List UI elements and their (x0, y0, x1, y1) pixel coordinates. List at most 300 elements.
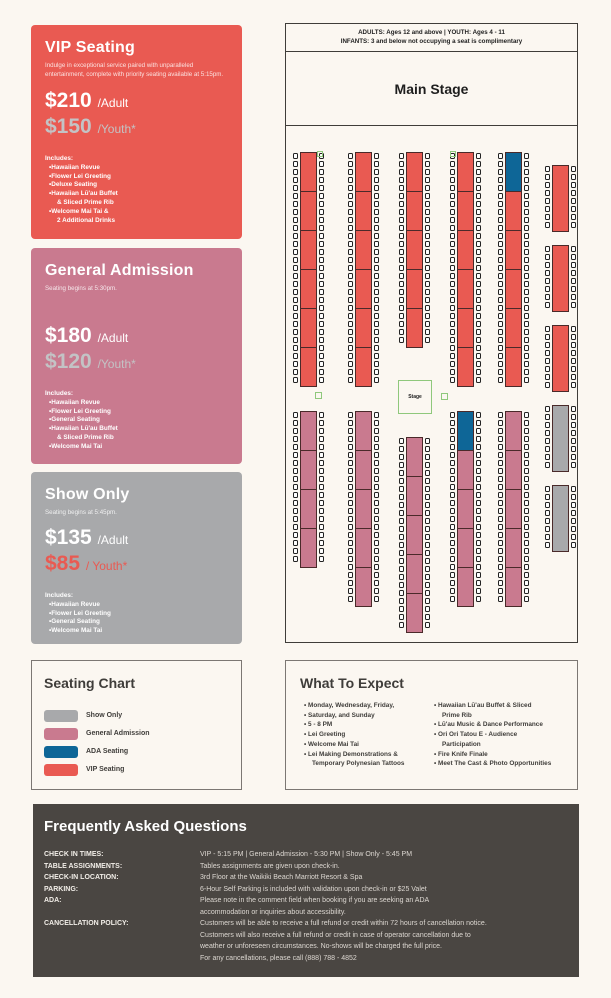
chair-icon (524, 588, 529, 594)
table-segment-general (300, 411, 317, 451)
chair-icon (348, 329, 353, 335)
banquet-table (300, 152, 317, 387)
chair-icon (293, 444, 298, 450)
chair-icon (524, 361, 529, 367)
chair-icon (498, 508, 503, 514)
chair-icon (425, 518, 430, 524)
chair-icon (571, 302, 576, 308)
chair-icon (293, 329, 298, 335)
chair-icon (498, 460, 503, 466)
show-includes-list (45, 601, 228, 636)
chair-icon (524, 516, 529, 522)
chair-icon (374, 548, 379, 554)
table-segment-vip (300, 269, 317, 309)
chair-icon (348, 532, 353, 538)
chair-icon (498, 532, 503, 538)
chair-icon (545, 406, 550, 412)
chair-icon (293, 412, 298, 418)
chair-icon (476, 572, 481, 578)
chair-icon (450, 217, 455, 223)
chair-icon (348, 580, 353, 586)
chair-icon (450, 329, 455, 335)
chair-icon (476, 257, 481, 263)
chair-row (545, 166, 550, 230)
chair-row (545, 326, 550, 390)
chair-icon (450, 361, 455, 367)
chair-icon (571, 518, 576, 524)
chair-icon (348, 436, 353, 442)
chair-row (293, 412, 298, 564)
table-segment-general (457, 528, 474, 568)
chair-icon (524, 468, 529, 474)
chair-icon (374, 556, 379, 562)
chair-icon (374, 572, 379, 578)
chair-icon (476, 353, 481, 359)
chair-icon (399, 582, 404, 588)
ga-youth-unit: /Youth* (97, 357, 136, 371)
chair-icon (293, 297, 298, 303)
swatch-vip (44, 764, 78, 776)
chair-icon (399, 241, 404, 247)
banquet-table (300, 411, 317, 568)
chair-icon (348, 153, 353, 159)
chair-icon (293, 353, 298, 359)
chair-icon (476, 460, 481, 466)
chair-icon (319, 281, 324, 287)
list-item: • General Seating (49, 618, 228, 627)
chair-icon (425, 225, 430, 231)
chair-icon (476, 345, 481, 351)
list-item: • Ori Ori Tatou E - Audience Participation (434, 730, 551, 749)
chair-icon (293, 361, 298, 367)
chair-icon (399, 337, 404, 343)
chair-icon (498, 377, 503, 383)
table-segment-general (355, 489, 372, 529)
chair-icon (319, 305, 324, 311)
chair-icon (293, 484, 298, 490)
chair-icon (476, 281, 481, 287)
chair-icon (571, 358, 576, 364)
table-segment-vip (300, 191, 317, 231)
chair-icon (425, 550, 430, 556)
chair-icon (524, 329, 529, 335)
chair-icon (293, 436, 298, 442)
chair-icon (498, 452, 503, 458)
chair-icon (348, 548, 353, 554)
chair-icon (425, 462, 430, 468)
chair-icon (450, 412, 455, 418)
chair-icon (545, 254, 550, 260)
chair-icon (319, 353, 324, 359)
list-item: • Meet The Cast & Photo Opportunities (434, 759, 551, 769)
chair-icon (450, 193, 455, 199)
chair-icon (425, 337, 430, 343)
list-item: • Lū'au Music & Dance Performance (434, 720, 551, 730)
chair-icon (348, 321, 353, 327)
chair-icon (571, 166, 576, 172)
table-segment-general (505, 567, 522, 607)
chair-icon (476, 201, 481, 207)
chair-icon (348, 249, 353, 255)
table-segment-vip (457, 308, 474, 348)
faq-list (44, 849, 568, 964)
chair-icon (476, 265, 481, 271)
chair-icon (450, 460, 455, 466)
chair-icon (498, 540, 503, 546)
chair-icon (348, 233, 353, 239)
chair-icon (498, 209, 503, 215)
chair-icon (524, 508, 529, 514)
list-item: • Hawaiian Revue (49, 164, 228, 173)
chair-icon (476, 596, 481, 602)
chair-icon (374, 201, 379, 207)
chair-icon (293, 468, 298, 474)
chair-icon (524, 153, 529, 159)
chair-icon (399, 566, 404, 572)
chair-icon (374, 329, 379, 335)
table-segment-vip (552, 325, 569, 392)
table-segment-general (300, 528, 317, 568)
chair-icon (319, 468, 324, 474)
chair-icon (374, 516, 379, 522)
vip-youth-unit: /Youth* (97, 122, 136, 136)
legend-label: VIP Seating (86, 766, 125, 773)
chair-icon (374, 249, 379, 255)
chair-icon (399, 478, 404, 484)
chair-icon (450, 420, 455, 426)
chair-icon (450, 345, 455, 351)
table-segment-vip (457, 152, 474, 192)
chair-icon (293, 428, 298, 434)
chair-icon (498, 177, 503, 183)
table-segment-show_only (552, 485, 569, 552)
stage-marker (450, 151, 456, 157)
chair-icon (545, 518, 550, 524)
chair-icon (524, 313, 529, 319)
list-item: • Hawaiian Lū'au Buffet & Sliced Prime Rib (49, 425, 228, 443)
chair-icon (374, 177, 379, 183)
chair-icon (348, 337, 353, 343)
chair-row (571, 326, 576, 390)
chair-icon (348, 169, 353, 175)
chair-icon (374, 500, 379, 506)
chair-icon (545, 326, 550, 332)
banquet-table (355, 411, 372, 607)
chair-icon (524, 169, 529, 175)
chair-icon (348, 564, 353, 570)
chair-icon (571, 342, 576, 348)
chair-icon (450, 369, 455, 375)
chair-icon (348, 353, 353, 359)
chair-icon (399, 550, 404, 556)
chair-icon (524, 556, 529, 562)
chair-icon (524, 484, 529, 490)
chair-icon (524, 249, 529, 255)
chair-icon (425, 542, 430, 548)
chair-icon (374, 436, 379, 442)
chair-icon (498, 556, 503, 562)
chair-icon (425, 486, 430, 492)
expect-list-right (434, 701, 551, 769)
chair-icon (319, 233, 324, 239)
chair-icon (524, 289, 529, 295)
banquet-table (406, 437, 423, 633)
chair-icon (425, 201, 430, 207)
chair-icon (399, 257, 404, 263)
chair-icon (476, 313, 481, 319)
chair-icon (545, 534, 550, 540)
chair-icon (545, 302, 550, 308)
table-segment-general (355, 450, 372, 490)
chair-icon (498, 217, 503, 223)
chair-icon (571, 246, 576, 252)
chair-icon (425, 273, 430, 279)
vip-includes (45, 155, 228, 225)
chair-icon (476, 476, 481, 482)
chair-icon (319, 249, 324, 255)
chair-icon (399, 470, 404, 476)
chair-icon (571, 510, 576, 516)
chair-icon (545, 446, 550, 452)
chair-icon (374, 193, 379, 199)
chair-icon (545, 526, 550, 532)
chair-row (498, 412, 503, 604)
table-segment-general (505, 528, 522, 568)
chair-icon (348, 217, 353, 223)
chair-icon (545, 438, 550, 444)
chair-icon (348, 257, 353, 263)
legend-label: Show Only (86, 712, 123, 719)
chair-icon (476, 161, 481, 167)
vip-adult-unit: /Adult (97, 96, 129, 110)
show-includes-label: Includes: (45, 592, 74, 599)
chair-icon (374, 361, 379, 367)
chair-icon (571, 422, 576, 428)
chair-icon (293, 532, 298, 538)
chair-icon (545, 454, 550, 460)
chair-icon (545, 206, 550, 212)
chair-icon (545, 462, 550, 468)
vip-includes-label: Includes: (45, 155, 74, 162)
chair-icon (476, 241, 481, 247)
chair-icon (374, 508, 379, 514)
faq-answer: Tables assignments are given upon check-in. (200, 862, 340, 870)
chair-icon (545, 430, 550, 436)
chair-icon (348, 572, 353, 578)
chair-icon (374, 428, 379, 434)
small-stage: Stage (398, 380, 432, 414)
chair-icon (348, 460, 353, 466)
chair-icon (498, 580, 503, 586)
chair-icon (319, 185, 324, 191)
table-segment-vip (505, 308, 522, 348)
chair-icon (450, 257, 455, 263)
show-prices (45, 526, 228, 578)
chair-icon (571, 198, 576, 204)
chair-icon (293, 492, 298, 498)
chair-icon (319, 257, 324, 263)
faq-question: TABLE ASSIGNMENTS: (44, 862, 123, 870)
chair-icon (524, 161, 529, 167)
chair-icon (293, 305, 298, 311)
banquet-table (505, 411, 522, 607)
chair-icon (374, 412, 379, 418)
chair-icon (374, 492, 379, 498)
list-item: • Welcome Mai Tai (49, 443, 228, 452)
chair-icon (571, 350, 576, 356)
chair-icon (498, 273, 503, 279)
chair-icon (498, 572, 503, 578)
chair-icon (319, 177, 324, 183)
chair-icon (374, 289, 379, 295)
chair-icon (399, 598, 404, 604)
show-youth-unit: / Youth* (85, 559, 128, 573)
chair-icon (571, 526, 576, 532)
chair-icon (293, 257, 298, 263)
list-item: • General Seating (49, 416, 228, 425)
chair-icon (524, 548, 529, 554)
chair-icon (348, 468, 353, 474)
chair-icon (450, 580, 455, 586)
chair-icon (319, 524, 324, 530)
chair-icon (498, 369, 503, 375)
chair-icon (399, 590, 404, 596)
chair-icon (476, 524, 481, 530)
chair-icon (399, 201, 404, 207)
chair-icon (450, 313, 455, 319)
chair-row (348, 412, 353, 604)
vip-seating-card (31, 25, 242, 239)
chair-icon (348, 185, 353, 191)
chair-icon (476, 588, 481, 594)
swatch-ada (44, 746, 78, 758)
chair-icon (571, 438, 576, 444)
chair-icon (425, 313, 430, 319)
chair-icon (348, 452, 353, 458)
chair-icon (545, 366, 550, 372)
chair-icon (498, 249, 503, 255)
chair-icon (293, 420, 298, 426)
chair-icon (348, 177, 353, 183)
chair-icon (348, 369, 353, 375)
show-youth-price (45, 552, 228, 578)
chair-icon (545, 270, 550, 276)
table-segment-vip (457, 191, 474, 231)
chair-icon (399, 534, 404, 540)
chair-icon (498, 265, 503, 271)
chair-icon (498, 153, 503, 159)
chair-icon (293, 500, 298, 506)
chair-icon (476, 484, 481, 490)
chair-icon (348, 444, 353, 450)
chair-icon (348, 273, 353, 279)
chair-icon (348, 500, 353, 506)
chair-icon (476, 556, 481, 562)
chair-icon (476, 428, 481, 434)
show-adult-amount: $135 (45, 526, 92, 549)
show-youth-amount: $85 (45, 552, 81, 575)
chair-icon (524, 209, 529, 215)
chair-icon (545, 382, 550, 388)
chair-icon (450, 185, 455, 191)
chair-icon (571, 430, 576, 436)
chair-icon (348, 484, 353, 490)
chair-icon (571, 174, 576, 180)
chair-icon (498, 257, 503, 263)
chair-icon (425, 494, 430, 500)
ga-includes (45, 390, 228, 452)
chair-icon (293, 177, 298, 183)
banquet-table (505, 152, 522, 387)
chair-icon (374, 524, 379, 530)
chair-icon (498, 444, 503, 450)
chair-icon (399, 281, 404, 287)
chair-icon (399, 193, 404, 199)
seating-chart-map (285, 23, 578, 643)
chair-icon (319, 500, 324, 506)
chair-icon (348, 377, 353, 383)
chair-icon (498, 588, 503, 594)
chair-icon (425, 209, 430, 215)
chair-icon (545, 182, 550, 188)
chair-icon (319, 548, 324, 554)
chair-icon (476, 153, 481, 159)
chair-icon (450, 321, 455, 327)
chair-icon (571, 374, 576, 380)
chair-icon (319, 161, 324, 167)
chair-icon (545, 214, 550, 220)
chair-icon (319, 209, 324, 215)
chair-icon (524, 305, 529, 311)
chair-icon (348, 297, 353, 303)
chair-icon (498, 420, 503, 426)
chair-icon (524, 460, 529, 466)
table-segment-general (457, 489, 474, 529)
chair-icon (450, 428, 455, 434)
chair-icon (374, 169, 379, 175)
table-segment-vip (505, 347, 522, 387)
chair-icon (374, 476, 379, 482)
chair-icon (425, 502, 430, 508)
chair-icon (319, 484, 324, 490)
chair-icon (545, 414, 550, 420)
chair-row (498, 153, 503, 385)
chair-icon (476, 177, 481, 183)
chair-icon (498, 193, 503, 199)
table-segment-vip (300, 152, 317, 192)
chair-icon (498, 524, 503, 530)
chair-icon (545, 294, 550, 300)
chair-icon (450, 556, 455, 562)
chair-icon (476, 444, 481, 450)
vip-prices (45, 89, 228, 141)
table-segment-ada (505, 152, 522, 192)
ga-description: Seating begins at 5:30pm. (45, 285, 117, 292)
chair-icon (348, 209, 353, 215)
show-only-card (31, 472, 242, 644)
chair-icon (571, 406, 576, 412)
chair-icon (524, 217, 529, 223)
chair-icon (450, 540, 455, 546)
chair-icon (476, 305, 481, 311)
chair-icon (399, 273, 404, 279)
chair-icon (524, 193, 529, 199)
chair-icon (374, 580, 379, 586)
chair-icon (571, 334, 576, 340)
chair-icon (319, 329, 324, 335)
chair-icon (498, 305, 503, 311)
chair-icon (374, 540, 379, 546)
